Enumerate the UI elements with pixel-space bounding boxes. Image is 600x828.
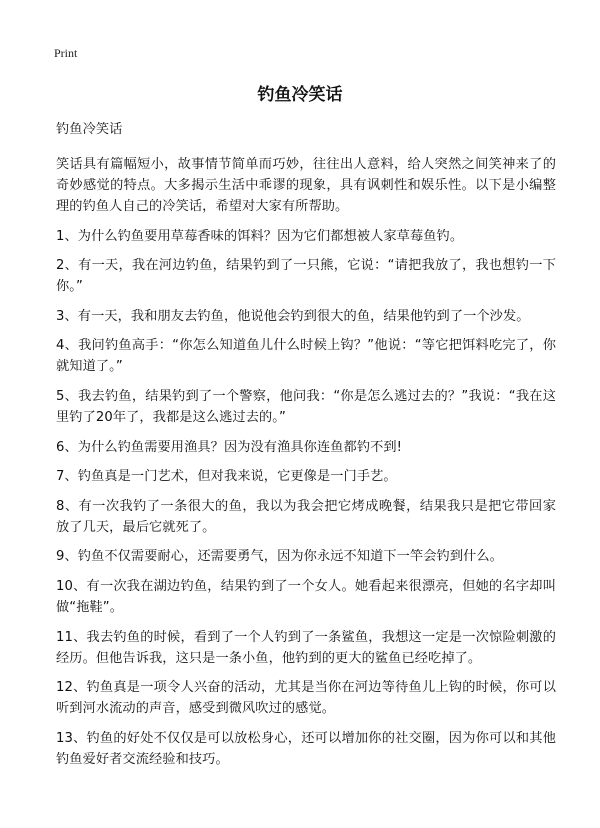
article-body: [56, 119, 556, 778]
print-link[interactable]: Print: [54, 46, 78, 60]
joke-item: 10、有一次我在湖边钓鱼，结果钓到了一个女人。她看起来很漂亮，但她的名字却叫做“拖鞋”。: [56, 578, 556, 615]
joke-item: 11、我去钓鱼的时候，看到了一个人钓到了一条鲨鱼，我想这一定是一次惊险刺激的经历。但他告诉我，这只是一条小鱼，他钓到的更大的鲨鱼已经吃掉了。: [56, 629, 556, 666]
joke-item: 2、有一天，我在河边钓鱼，结果钓到了一只熊，它说：“请把我放了，我也想钓一下你。”: [56, 258, 556, 295]
joke-item: 8、有一次我钓了一条很大的鱼，我以为我会把它烤成晚餐，结果我只是把它带回家放了几天，最后它就死了。: [56, 498, 556, 535]
joke-item: 6、为什么钓鱼需要用渔具？因为没有渔具你连鱼都钓不到!: [56, 439, 403, 455]
joke-item: 5、我去钓鱼，结果钓到了一个警察，他问我：“你是怎么逃过去的？”我说：“我在这里钓了20年了，我都是这么逃过去的。”: [56, 388, 556, 425]
intro-paragraph: 笑话具有篇幅短小，故事情节简单而巧妙，往往出人意料，给人突然之间笑神来了的奇妙感觉的特点。大多揭示生活中乖谬的现象，具有讽刺性和娱乐性。以下是小编整理的钓鱼人自己的冷笑话，希望对大家有所帮助。: [56, 157, 556, 214]
joke-item: 12、钓鱼真是一项令人兴奋的活动，尤其是当你在河边等待鱼儿上钩的时候，你可以听到河水流动的声音，感受到微风吹过的感觉。: [56, 680, 556, 717]
joke-item: 1、为什么钓鱼要用草莓香味的饵料？因为它们都想被人家草莓鱼钓。: [56, 228, 464, 244]
joke-item: 3、有一天，我和朋友去钓鱼，他说他会钓到很大的鱼，结果他钓到了一个沙发。: [56, 308, 530, 324]
joke-item: 9、钓鱼不仅需要耐心，还需要勇气，因为你永远不知道下一竿会钓到什么。: [56, 549, 503, 565]
joke-item: 4、我问钓鱼高手：“你怎么知道鱼儿什么时候上钩？”他说：“等它把饵料吃完了，你就知道了。”: [56, 338, 556, 375]
joke-item: 7、钓鱼真是一门艺术，但对我来说，它更像是一门手艺。: [56, 469, 397, 485]
page-title: 钓鱼冷笑话: [257, 85, 343, 105]
joke-item: 13、钓鱼的好处不仅仅是可以放松身心，还可以增加你的社交圈，因为你可以和其他钓鱼爱好者交流经验和技巧。: [56, 730, 556, 767]
article-subtitle: 钓鱼冷笑话: [56, 122, 123, 137]
